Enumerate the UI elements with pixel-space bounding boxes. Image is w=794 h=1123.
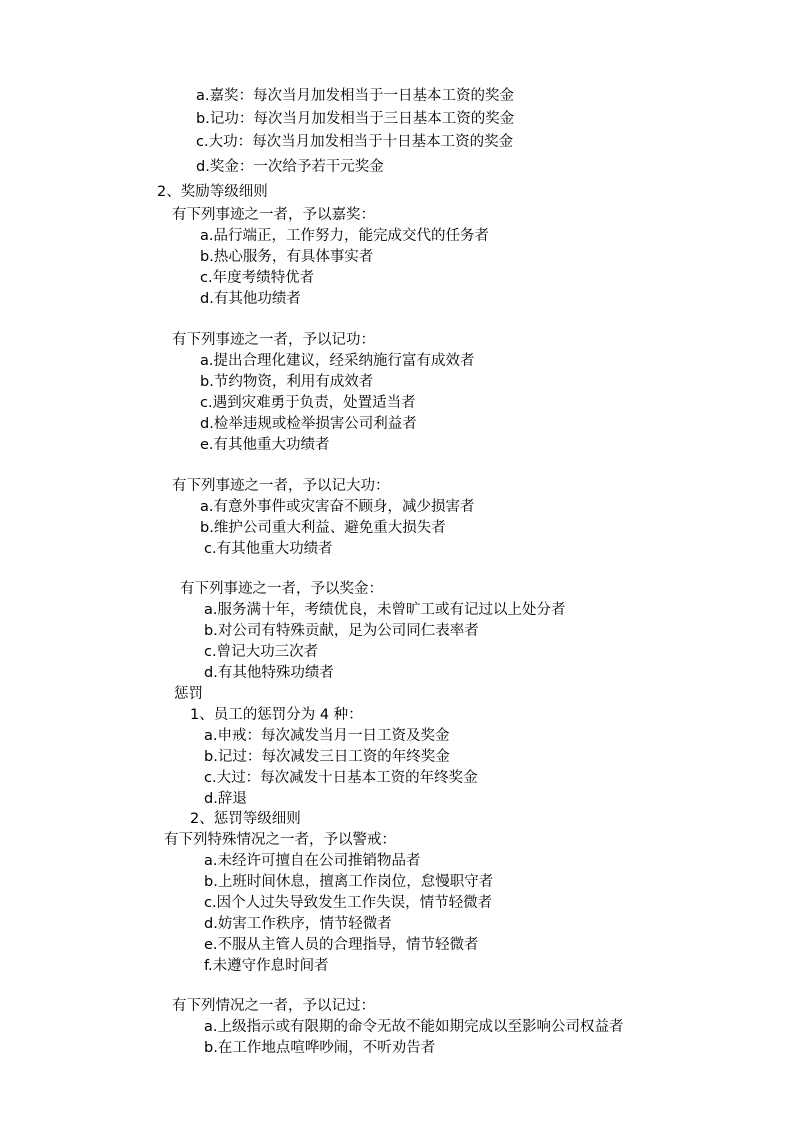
reward-type-a: a.嘉奖：每次当月加发相当于一日基本工资的奖金 — [196, 88, 514, 104]
list-item: d.辞退 — [204, 791, 247, 807]
list-item: b.维护公司重大利益、避免重大损失者 — [200, 520, 446, 536]
list-item: b.在工作地点喧哗吵闹，不听劝告者 — [204, 1040, 436, 1056]
intro-warning: 有下列特殊情况之一者，予以警戒： — [164, 832, 396, 848]
list-item: c.遇到灾难勇于负责，处置适当者 — [200, 395, 416, 411]
list-item: c.有其他重大功绩者 — [204, 541, 333, 557]
reward-type-c: c.大功：每次当月加发相当于十日基本工资的奖金 — [196, 134, 514, 150]
list-item: b.节约物资，利用有成效者 — [200, 374, 374, 390]
list-item: a.申戒：每次减发当月一日工资及奖金 — [204, 728, 450, 744]
list-item: b.上班时间休息，擅离工作岗位，怠慢职守者 — [204, 874, 494, 890]
intro-bonus: 有下列事迹之一者，予以奖金： — [180, 581, 383, 597]
reward-type-b: b.记功：每次当月加发相当于三日基本工资的奖金 — [196, 111, 515, 127]
intro-demerit: 有下列情况之一者，予以记过： — [172, 998, 375, 1014]
list-item: f.未遵守作息时间者 — [204, 958, 329, 974]
list-item: a.未经许可擅自在公司推销物品者 — [204, 853, 421, 869]
list-item: a.有意外事件或灾害奋不顾身，减少损害者 — [200, 499, 475, 515]
list-item: a.品行端正，工作努力，能完成交代的任务者 — [200, 228, 489, 244]
list-item: d.有其他功绩者 — [200, 291, 301, 307]
list-item: e.不服从主管人员的合理指导，情节轻微者 — [204, 937, 479, 953]
list-item: d.妨害工作秩序，情节轻微者 — [204, 916, 392, 932]
list-item: e.有其他重大功绩者 — [200, 437, 330, 453]
list-item: c.曾记大功三次者 — [204, 644, 319, 660]
intro-major-merit: 有下列事迹之一者，予以记大功： — [172, 478, 390, 494]
list-item: b.对公司有特殊贡献，足为公司同仁表率者 — [204, 623, 479, 639]
reward-type-d: d.奖金：一次给予若干元奖金 — [196, 159, 384, 175]
intro-merit: 有下列事迹之一者，予以记功： — [172, 332, 375, 348]
list-item: a.上级指示或有限期的命令无故不能如期完成以至影响公司权益者 — [204, 1019, 624, 1035]
list-item: c.年度考绩特优者 — [200, 270, 315, 286]
list-item: d.检举违规或检举损害公司利益者 — [200, 416, 417, 432]
subheading-punishment-rules: 2、惩罚等级细则 — [190, 811, 301, 827]
list-item: b.热心服务，有具体事实者 — [200, 249, 374, 265]
intro-commendation: 有下列事迹之一者，予以嘉奖： — [172, 207, 375, 223]
list-item: a.服务满十年，考绩优良，未曾旷工或有记过以上处分者 — [204, 602, 566, 618]
list-item: c.因个人过失导致发生工作失误，情节轻微者 — [204, 895, 493, 911]
section-heading-reward-rules: 2、奖励等级细则 — [157, 184, 268, 200]
list-item: a.提出合理化建议，经采纳施行富有成效者 — [200, 353, 475, 369]
list-item: c.大过：每次减发十日基本工资的年终奖金 — [204, 770, 478, 786]
subheading-punishment-types: 1、员工的惩罚分为 4 种： — [190, 707, 363, 723]
section-heading-punishment: 惩罚 — [174, 686, 203, 702]
list-item: d.有其他特殊功绩者 — [204, 665, 334, 681]
list-item: b.记过：每次减发三日工资的年终奖金 — [204, 749, 450, 765]
